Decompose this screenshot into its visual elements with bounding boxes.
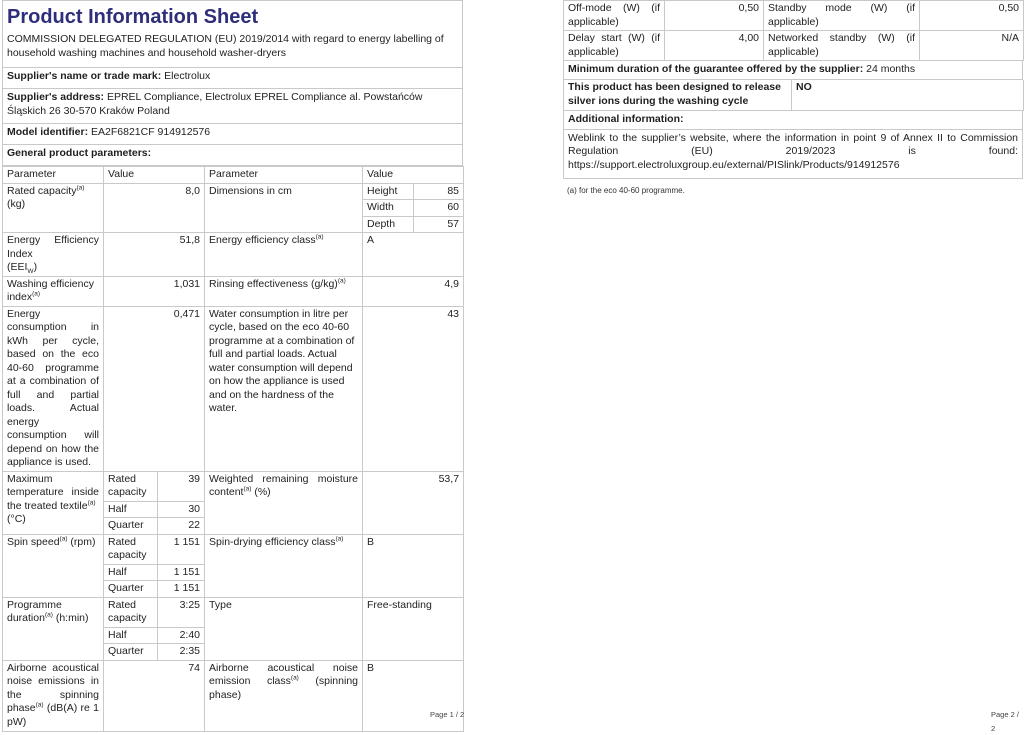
parameters-table <box>2 166 464 732</box>
spin-label-cell: Spin speed$^{(a)}$ (rpm) <box>3 534 104 597</box>
header-value-2: Value <box>363 167 464 184</box>
spin-half-value: 1 151 <box>158 564 205 581</box>
networked-label: Networked standby (W) (if applicable) <box>764 31 920 61</box>
spin-rated-value: 1 151 <box>158 534 205 564</box>
dur-quarter-label: Quarter <box>104 644 158 661</box>
regulation-text: COMMISSION DELEGATED REGULATION (EU) 2019/2014 with regard to energy labelling of household washing machines and household washer-dryers <box>2 31 463 68</box>
max-temp-label-cell: Maximum temperature inside the treated textile$^{(a)}$ (°C) <box>3 471 104 534</box>
dimensions-label: Dimensions in cm <box>205 183 363 233</box>
table-header-row <box>3 167 464 184</box>
standby-value: 0,50 <box>920 1 1024 31</box>
header-value: Value <box>104 167 205 184</box>
spin-class-value: B <box>363 534 464 597</box>
silver-value: NO <box>792 80 1024 110</box>
delay-label: Delay start (W) (if applicable) <box>564 31 665 61</box>
general-params-heading: General product parameters: <box>2 145 463 166</box>
noise-class-label-cell: Airborne acoustical noise emission class$^{(a)}$ (spinning phase) <box>205 660 363 731</box>
dur-half-label: Half <box>104 627 158 644</box>
type-label: Type <box>205 597 363 660</box>
eei-value: 51,8 <box>104 233 205 277</box>
header-parameter: Parameter <box>3 167 104 184</box>
dur-half-value: 2:40 <box>158 627 205 644</box>
noise-class-value: B <box>363 660 464 731</box>
model-value: EA2F6821CF 914912576 <box>91 126 211 138</box>
spin-quarter-value: 1 151 <box>158 581 205 598</box>
guarantee-value: 24 months <box>866 63 916 75</box>
dur-rated-value: 3:25 <box>158 597 205 627</box>
width-value: 60 <box>414 200 464 217</box>
supplier-address-value: EPREL Compliance, Electrolux EPREL Compliance al. Powstańców Śląskich 26 30-570 Kraków Poland <box>7 91 423 117</box>
footnote: (a) for the eco 40-60 programme. <box>567 185 685 195</box>
power-table <box>563 0 1024 61</box>
guarantee-label: Minimum duration of the guarantee offered by the supplier: <box>568 63 864 75</box>
temp-rated-value: 39 <box>158 471 205 501</box>
guarantee-row <box>563 61 1023 80</box>
depth-label: Depth <box>363 216 414 233</box>
page-1 <box>2 0 463 732</box>
page-number-2: Page 2 / 2 <box>991 710 1019 733</box>
noise-label-cell: Airborne acoustical noise emissions in the spinning phase$^{(a)}$ (dB(A) re 1 pW) <box>3 660 104 731</box>
weblink-text: Weblink to the supplier’s website, where the information in point 9 of Annex II to Commission Regulation (EU) 2019/2023 is found: https://support.electroluxgroup.eu/external/PISlink/Products/914912576 <box>563 130 1023 179</box>
header-parameter-2: Parameter <box>205 167 363 184</box>
energy-class-value: A <box>363 233 464 277</box>
silver-label: This product has been designed to release silver ions during the washing cycle <box>564 80 792 110</box>
energy-consumption-label: Energy consumption in kWh per cycle, based on the eco 40-60 programme at a combination of full and partial loads. Actual energy consumption will depend on how the appliance is used. <box>3 306 104 471</box>
standby-label: Standby mode (W) (if applicable) <box>764 1 920 31</box>
supplier-name-label: Supplier's name or trade mark: <box>7 70 162 82</box>
page-title: Product Information Sheet <box>2 0 463 31</box>
dur-rated-label: Rated capacity <box>104 597 158 627</box>
model-label: Model identifier: <box>7 126 89 138</box>
silver-table <box>563 80 1024 111</box>
spin-rated-label: Rated capacity <box>104 534 158 564</box>
capacity-value: 8,0 <box>104 183 205 233</box>
supplier-address-row <box>2 89 463 124</box>
supplier-name-row <box>2 68 463 89</box>
page-2 <box>563 0 1023 197</box>
dur-quarter-value: 2:35 <box>158 644 205 661</box>
height-value: 85 <box>414 183 464 200</box>
washing-eff-value: 1,031 <box>104 276 205 306</box>
moisture-value: 53,7 <box>363 471 464 534</box>
washing-eff-label-cell: Washing efficiency index$^{(a)}$ <box>3 276 104 306</box>
temp-rated-label: Rated capacity <box>104 471 158 501</box>
spin-quarter-label: Quarter <box>104 581 158 598</box>
supplier-name-value: Electrolux <box>164 70 211 82</box>
spin-class-label-cell: Spin-drying efficiency class$^{(a)}$ <box>205 534 363 597</box>
page-number-1: Page 1 / 2 <box>430 710 465 719</box>
water-consumption-value: 43 <box>363 306 464 471</box>
rinsing-label-cell: Rinsing effectiveness $(g/kg)^{(a)}$ <box>205 276 363 306</box>
spin-half-label: Half <box>104 564 158 581</box>
energy-consumption-value: 0,471 <box>104 306 205 471</box>
model-row <box>2 124 463 145</box>
networked-value: N/A <box>920 31 1024 61</box>
duration-label-cell: Programme duration$^{(a)}$ (h:min) <box>3 597 104 660</box>
rinsing-value: 4,9 <box>363 276 464 306</box>
capacity-label-cell: Rated capacity$^{(a)}$ (kg) <box>3 183 104 233</box>
additional-info-heading: Additional information: <box>563 111 1023 130</box>
offmode-value: 0,50 <box>665 1 764 31</box>
type-value: Free-standing <box>363 597 464 660</box>
eei-label-cell: Energy Efficiency Index $(EEI_W)$ <box>3 233 104 277</box>
energy-class-label-cell: Energy efficiency class$^{(a)}$ <box>205 233 363 277</box>
temp-half-label: Half <box>104 501 158 518</box>
noise-value: 74 <box>104 660 205 731</box>
supplier-address-label: Supplier's address: <box>7 91 105 103</box>
delay-value: 4,00 <box>665 31 764 61</box>
depth-value: 57 <box>414 216 464 233</box>
width-label: Width <box>363 200 414 217</box>
temp-half-value: 30 <box>158 501 205 518</box>
offmode-label: Off-mode (W) (if applicable) <box>564 1 665 31</box>
water-consumption-label: Water consumption in litre per cycle, based on the eco 40-60 programme at a combination of full and partial loads. Actual water consumption will depend on how the appliance is used and on the hardness of the water. <box>205 306 363 471</box>
moisture-label-cell: Weighted remaining moisture content$^{(a)}$ (%) <box>205 471 363 534</box>
height-label: Height <box>363 183 414 200</box>
temp-quarter-value: 22 <box>158 518 205 535</box>
temp-quarter-label: Quarter <box>104 518 158 535</box>
